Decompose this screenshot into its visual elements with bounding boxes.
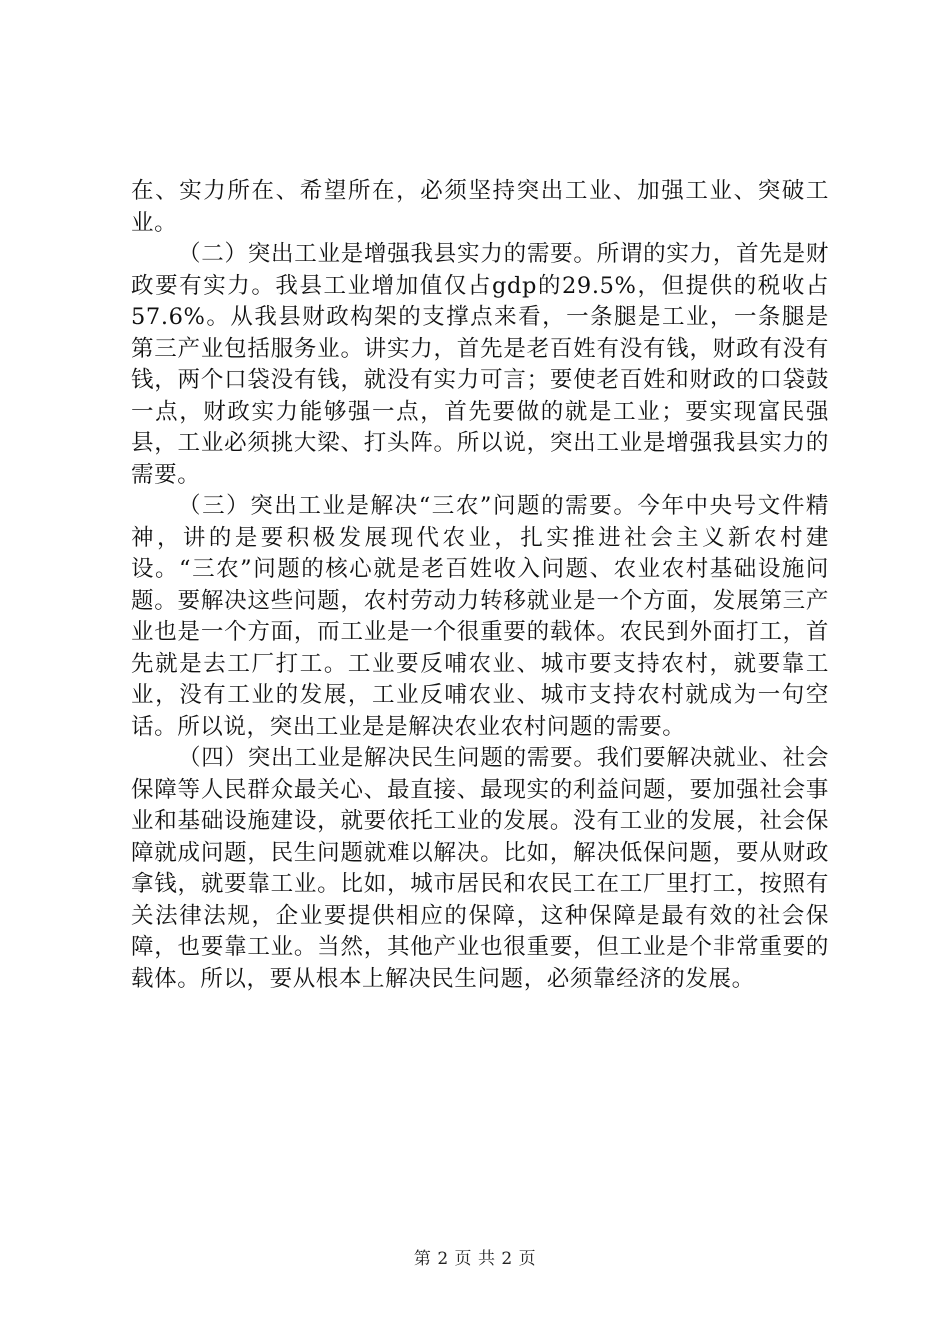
paragraph-section-2: （二）突出工业是增强我县实力的需要。所谓的实力，首先是财政要有实力。我县工业增加值仅占gdp的29.5%，但提供的税收占57.6%。从我县财政构架的支撑点来看，一条腿是工业，一条腿是第三产业包括服务业。讲实力，首先是老百姓有没有钱，财政有没有钱，两个口袋没有钱，就没有实力可言；要使老百姓和财政的口袋鼓一点，财政实力能够强一点，首先要做的就是工业；要实现富民强县，工业必须挑大梁、打头阵。所以说，突出工业是增强我县实力的需要。 (131, 241, 829, 488)
page-footer: 第 2 页 共 2 页 (413, 1249, 537, 1269)
paragraph-section-4: （四）突出工业是解决民生问题的需要。我们要解决就业、社会保障等人民群众最关心、最直接、最现实的利益问题，要加强社会事业和基础设施建设，就要依托工业的发展。没有工业的发展，社会保障就成问题，民生问题就难以解决。比如，解决低保问题，要从财政拿钱，就要靠工业。比如，城市居民和农民工在工厂里打工，按照有关法律法规，企业要提供相应的保障，这种保障是最有效的社会保障，也要靠工业。当然，其他产业也很重要，但工业是个非常重要的载体。所以，要从根本上解决民生问题，必须靠经济的发展。 (131, 745, 829, 992)
paragraph-continuation: 在、实力所在、希望所在，必须坚持突出工业、加强工业、突破工业。 (131, 178, 829, 236)
paragraph-section-3: （三）突出工业是解决“三农”问题的需要。今年中央号文件精神，讲的是要积极发展现代农业，扎实推进社会主义新农村建设。“三农”问题的核心就是老百姓收入问题、农业农村基础设施问题。要解决这些问题，农村劳动力转移就业是一个方面，发展第三产业也是一个方面，而工业是一个很重要的载体。农民到外面打工，首先就是去工厂打工。工业要反哺农业、城市要支持农村，就要靠工业，没有工业的发展，工业反哺农业、城市支持农村就成为一句空话。所以说，突出工业是是解决农业农村问题的需要。 (131, 493, 829, 740)
document-body (131, 176, 829, 995)
